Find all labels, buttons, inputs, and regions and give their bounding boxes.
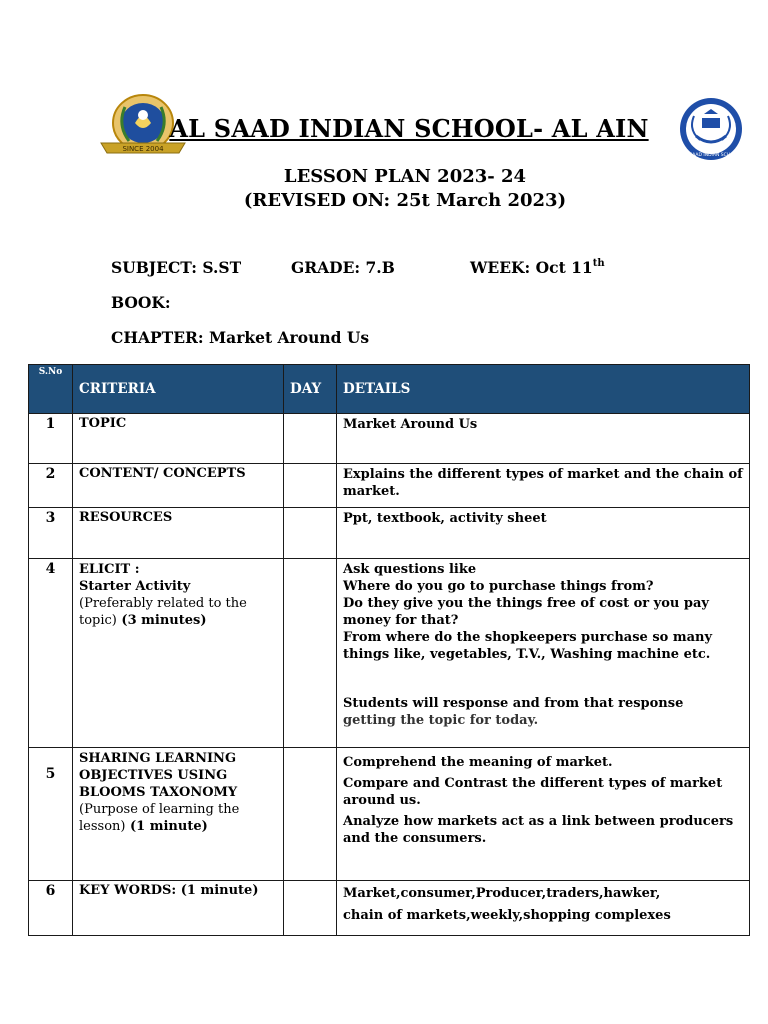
row-number: 1 xyxy=(29,414,73,464)
week-label: WEEK: Oct 11th xyxy=(470,258,605,277)
school-emblem-logo xyxy=(674,96,748,162)
row-day xyxy=(284,881,337,936)
subject-label: SUBJECT: S.ST xyxy=(111,258,242,277)
chapter-label: CHAPTER: Market Around Us xyxy=(111,328,370,347)
row-criteria xyxy=(73,748,284,881)
elicit-time: (3 minutes) xyxy=(121,613,207,628)
details-line: getting the topic for today. xyxy=(343,713,539,728)
header-details: DETAILS xyxy=(337,365,750,414)
row-criteria: RESOURCES xyxy=(73,508,284,559)
revised-date: (REVISED ON: 25t March 2023) xyxy=(243,190,567,211)
details-line: Comprehend the meaning of market. xyxy=(343,755,613,770)
row-details: Market Around Us xyxy=(337,414,750,464)
book-label: BOOK: xyxy=(111,293,171,312)
table-row xyxy=(29,748,750,881)
details-line: From where do the shopkeepers purchase so many things like, vegetables, T.V., Washing machine etc. xyxy=(343,630,713,662)
row-number: 3 xyxy=(29,508,73,559)
row-day xyxy=(284,464,337,508)
table-row xyxy=(29,508,750,559)
row-criteria: KEY WORDS: (1 minute) xyxy=(73,881,284,936)
svg-text:SINCE 2004: SINCE 2004 xyxy=(122,145,164,153)
details-line: Do they give you the things free of cost or you pay money for that? xyxy=(343,596,709,628)
header-criteria: CRITERIA xyxy=(73,365,284,414)
table-row xyxy=(29,559,750,748)
row-number: 4 xyxy=(29,559,73,748)
school-name: AL SAAD INDIAN SCHOOL- AL AIN xyxy=(169,114,649,143)
row-day xyxy=(284,508,337,559)
lesson-plan-table xyxy=(28,364,750,936)
details-line: Ask questions like xyxy=(343,562,477,577)
row-day xyxy=(284,748,337,881)
row-number: 5 xyxy=(29,748,73,881)
row-details xyxy=(337,748,750,881)
table-row xyxy=(29,464,750,508)
table-row xyxy=(29,414,750,464)
row-number: 6 xyxy=(29,881,73,936)
starter-activity-label: Starter Activity xyxy=(79,579,191,594)
row-number: 2 xyxy=(29,464,73,508)
details-line: Market,consumer,Producer,traders,hawker, xyxy=(343,886,661,901)
table-row xyxy=(29,881,750,936)
svg-text:AL SAAD INDIAN SCHOOL: AL SAAD INDIAN SCHOOL xyxy=(682,153,740,158)
row-details: Ppt, textbook, activity sheet xyxy=(337,508,750,559)
elicit-note: (Preferably related to the topic) xyxy=(79,596,247,628)
objectives-label: SHARING LEARNING OBJECTIVES USING BLOOMS TAXONOMY xyxy=(79,751,238,800)
elicit-label: ELICIT : xyxy=(79,562,140,577)
objectives-time: (1 minute) xyxy=(130,819,208,834)
details-line: Analyze how markets act as a link between producers and the consumers. xyxy=(343,814,734,846)
row-details xyxy=(337,881,750,936)
header-sno: S.No xyxy=(29,365,73,414)
row-details xyxy=(337,559,750,748)
row-criteria xyxy=(73,559,284,748)
header-day: DAY xyxy=(284,365,337,414)
details-line: chain of markets,weekly,shopping complexes xyxy=(343,908,671,923)
lesson-plan-title: LESSON PLAN 2023- 24 xyxy=(283,166,527,187)
row-criteria: CONTENT/ CONCEPTS xyxy=(73,464,284,508)
objectives-note: (Purpose of learning the lesson) xyxy=(79,802,240,834)
details-line: Students will response and from that response xyxy=(343,696,684,711)
row-criteria: TOPIC xyxy=(73,414,284,464)
details-line: Where do you go to purchase things from? xyxy=(343,579,654,594)
row-details: Explains the different types of market and the chain of market. xyxy=(337,464,750,508)
row-day xyxy=(284,414,337,464)
row-day xyxy=(284,559,337,748)
table-header-row xyxy=(29,365,750,414)
grade-label: GRADE: 7.B xyxy=(291,258,395,277)
details-line: Compare and Contrast the different types of market around us. xyxy=(343,776,723,808)
